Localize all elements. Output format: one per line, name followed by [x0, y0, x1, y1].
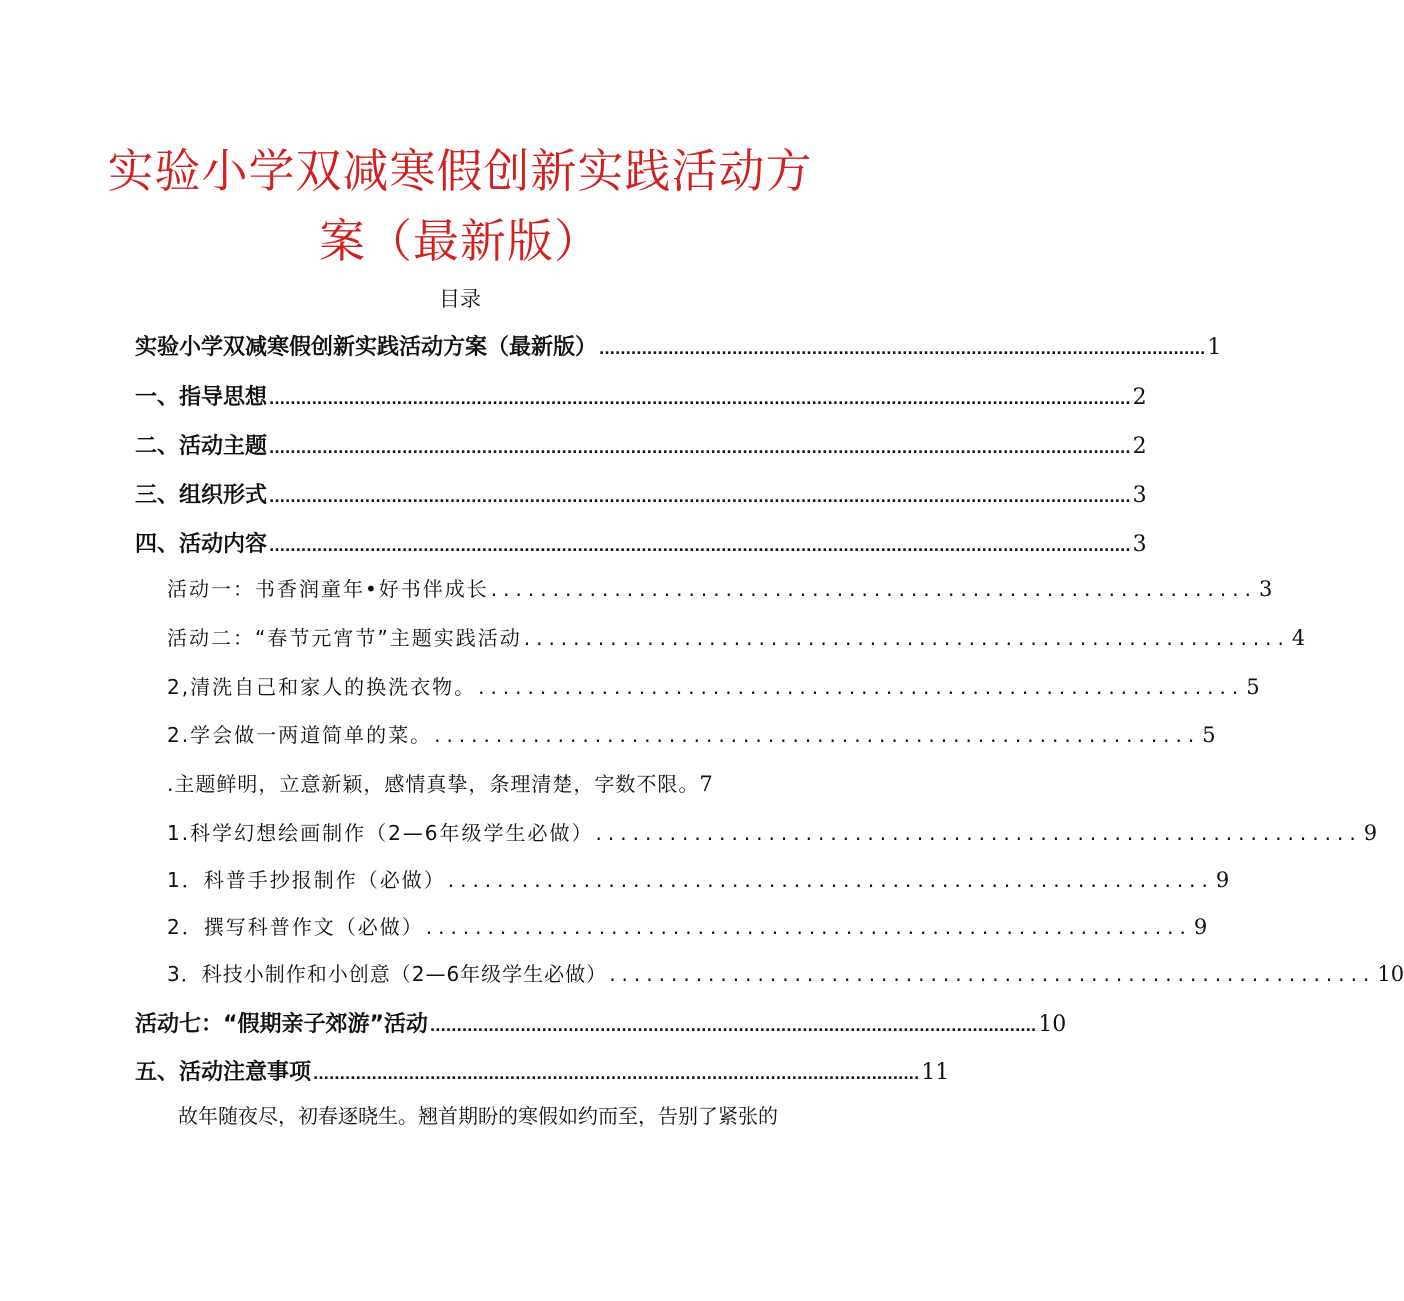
- toc-entry[interactable]: [135, 1007, 1067, 1038]
- toc-leader-dots: ..................................................................................................................: [429, 1019, 1037, 1035]
- toc-entry[interactable]: [167, 958, 1404, 987]
- toc-entry-label: 1.科学幻想绘画制作（2—6年级学生必做）: [167, 821, 594, 845]
- toc-leader-dots: ..................................................................................................................................................................: [269, 441, 1131, 457]
- toc-entry-page: 10: [1038, 1012, 1067, 1037]
- toc-entry-label: 活动七：“假期亲子郊游”活动: [135, 1012, 428, 1037]
- toc-entry-page: 3: [1258, 577, 1273, 601]
- toc-entry-label: 一、指导思想: [135, 385, 268, 410]
- toc-leader-dots: ..............................................................: [490, 577, 1257, 601]
- toc-entry[interactable]: [167, 911, 1208, 940]
- toc-leader-dots: ..................................................................................................................................................................: [269, 490, 1131, 506]
- toc-entry-label: 活动一：书香润童年•好书伴成长: [167, 577, 489, 601]
- toc-leader-dots: ..................................................................................................................: [313, 1067, 920, 1083]
- toc-entry-label: 2．撰写科普作文（必做）: [167, 915, 424, 939]
- toc-leader-dots: ..................................................................................................................................................................: [269, 539, 1131, 555]
- toc-leader-dots: ..............................................................: [595, 821, 1362, 845]
- toc-leader-dots: ..............................................................: [447, 868, 1214, 892]
- toc-entry[interactable]: [135, 1055, 950, 1086]
- toc-entry[interactable]: [167, 573, 1273, 602]
- body-paragraph: 故年随夜尽，初春逐晓生。翘首期盼的寒假如约而至，告别了紧张的: [178, 1104, 778, 1128]
- toc-entry[interactable]: [167, 768, 775, 797]
- toc-entry-label: 五、活动注意事项: [135, 1060, 312, 1085]
- toc-entry-label: 活动二：“春节元宵节”主题实践活动: [167, 626, 522, 650]
- toc-entry[interactable]: [167, 622, 1306, 651]
- toc-entry[interactable]: [167, 864, 1230, 893]
- toc-leader-dots: ..................................................................................................................................................................: [269, 392, 1131, 408]
- toc-entry[interactable]: [135, 330, 1222, 361]
- toc-entry-page: 5: [1202, 723, 1216, 747]
- toc-entry-page: 10: [1377, 962, 1404, 986]
- toc-entry-label: .主题鲜明，立意新颖，感情真挚，条理清楚，字数不限。: [167, 772, 700, 796]
- toc-entry-page: 9: [1193, 915, 1208, 939]
- toc-entry[interactable]: [135, 380, 1147, 411]
- toc-entry-page: 2: [1132, 434, 1147, 459]
- toc-leader-dots: ..............................................................: [609, 962, 1376, 986]
- toc-leader-dots: ..............................................................: [425, 915, 1192, 939]
- toc-entry-label: 1．科普手抄报制作（必做）: [167, 868, 446, 892]
- toc-entry-label: 3．科技小制作和小创意（2—6年级学生必做）: [167, 962, 608, 986]
- document-title-line-2: 案（最新版）: [319, 214, 601, 268]
- toc-entry-page: 7: [699, 772, 713, 796]
- toc-entry[interactable]: [135, 527, 1147, 558]
- toc-entry-label: 三、组织形式: [135, 483, 268, 508]
- document-title-line-1: 实验小学双减寒假创新实践活动方: [107, 144, 813, 198]
- toc-leader-dots: ..................................................................................................................: [599, 342, 1206, 358]
- toc-entry[interactable]: [167, 817, 1378, 846]
- toc-entry-page: 4: [1291, 626, 1306, 650]
- toc-entry-page: 3: [1132, 483, 1147, 508]
- toc-leader-dots: ..............................................................: [523, 626, 1290, 650]
- toc-entry-page: 11: [921, 1060, 950, 1085]
- toc-leader-dots: ..............................................................: [434, 723, 1201, 747]
- toc-entry[interactable]: [167, 671, 1260, 700]
- toc-entry-page: 2: [1132, 385, 1147, 410]
- toc-heading: 目录: [439, 287, 481, 311]
- toc-entry-page: 1: [1207, 335, 1222, 360]
- toc-entry[interactable]: [167, 719, 1216, 748]
- toc-entry[interactable]: [135, 429, 1147, 460]
- toc-entry-label: 实验小学双减寒假创新实践活动方案（最新版）: [135, 335, 598, 360]
- toc-leader-dots: ..............................................................: [478, 675, 1245, 699]
- toc-entry-label: 二、活动主题: [135, 434, 268, 459]
- toc-entry-page: 9: [1215, 868, 1230, 892]
- toc-entry-label: 2.学会做一两道简单的菜。: [167, 723, 433, 747]
- toc-entry-page: 9: [1363, 821, 1378, 845]
- toc-entry-label: 四、活动内容: [135, 532, 268, 557]
- toc-entry-page: 3: [1132, 532, 1147, 557]
- toc-entry-label: 2,清洗自己和家人的换洗衣物。: [167, 675, 477, 699]
- toc-entry-page: 5: [1246, 675, 1260, 699]
- toc-entry[interactable]: [135, 478, 1147, 509]
